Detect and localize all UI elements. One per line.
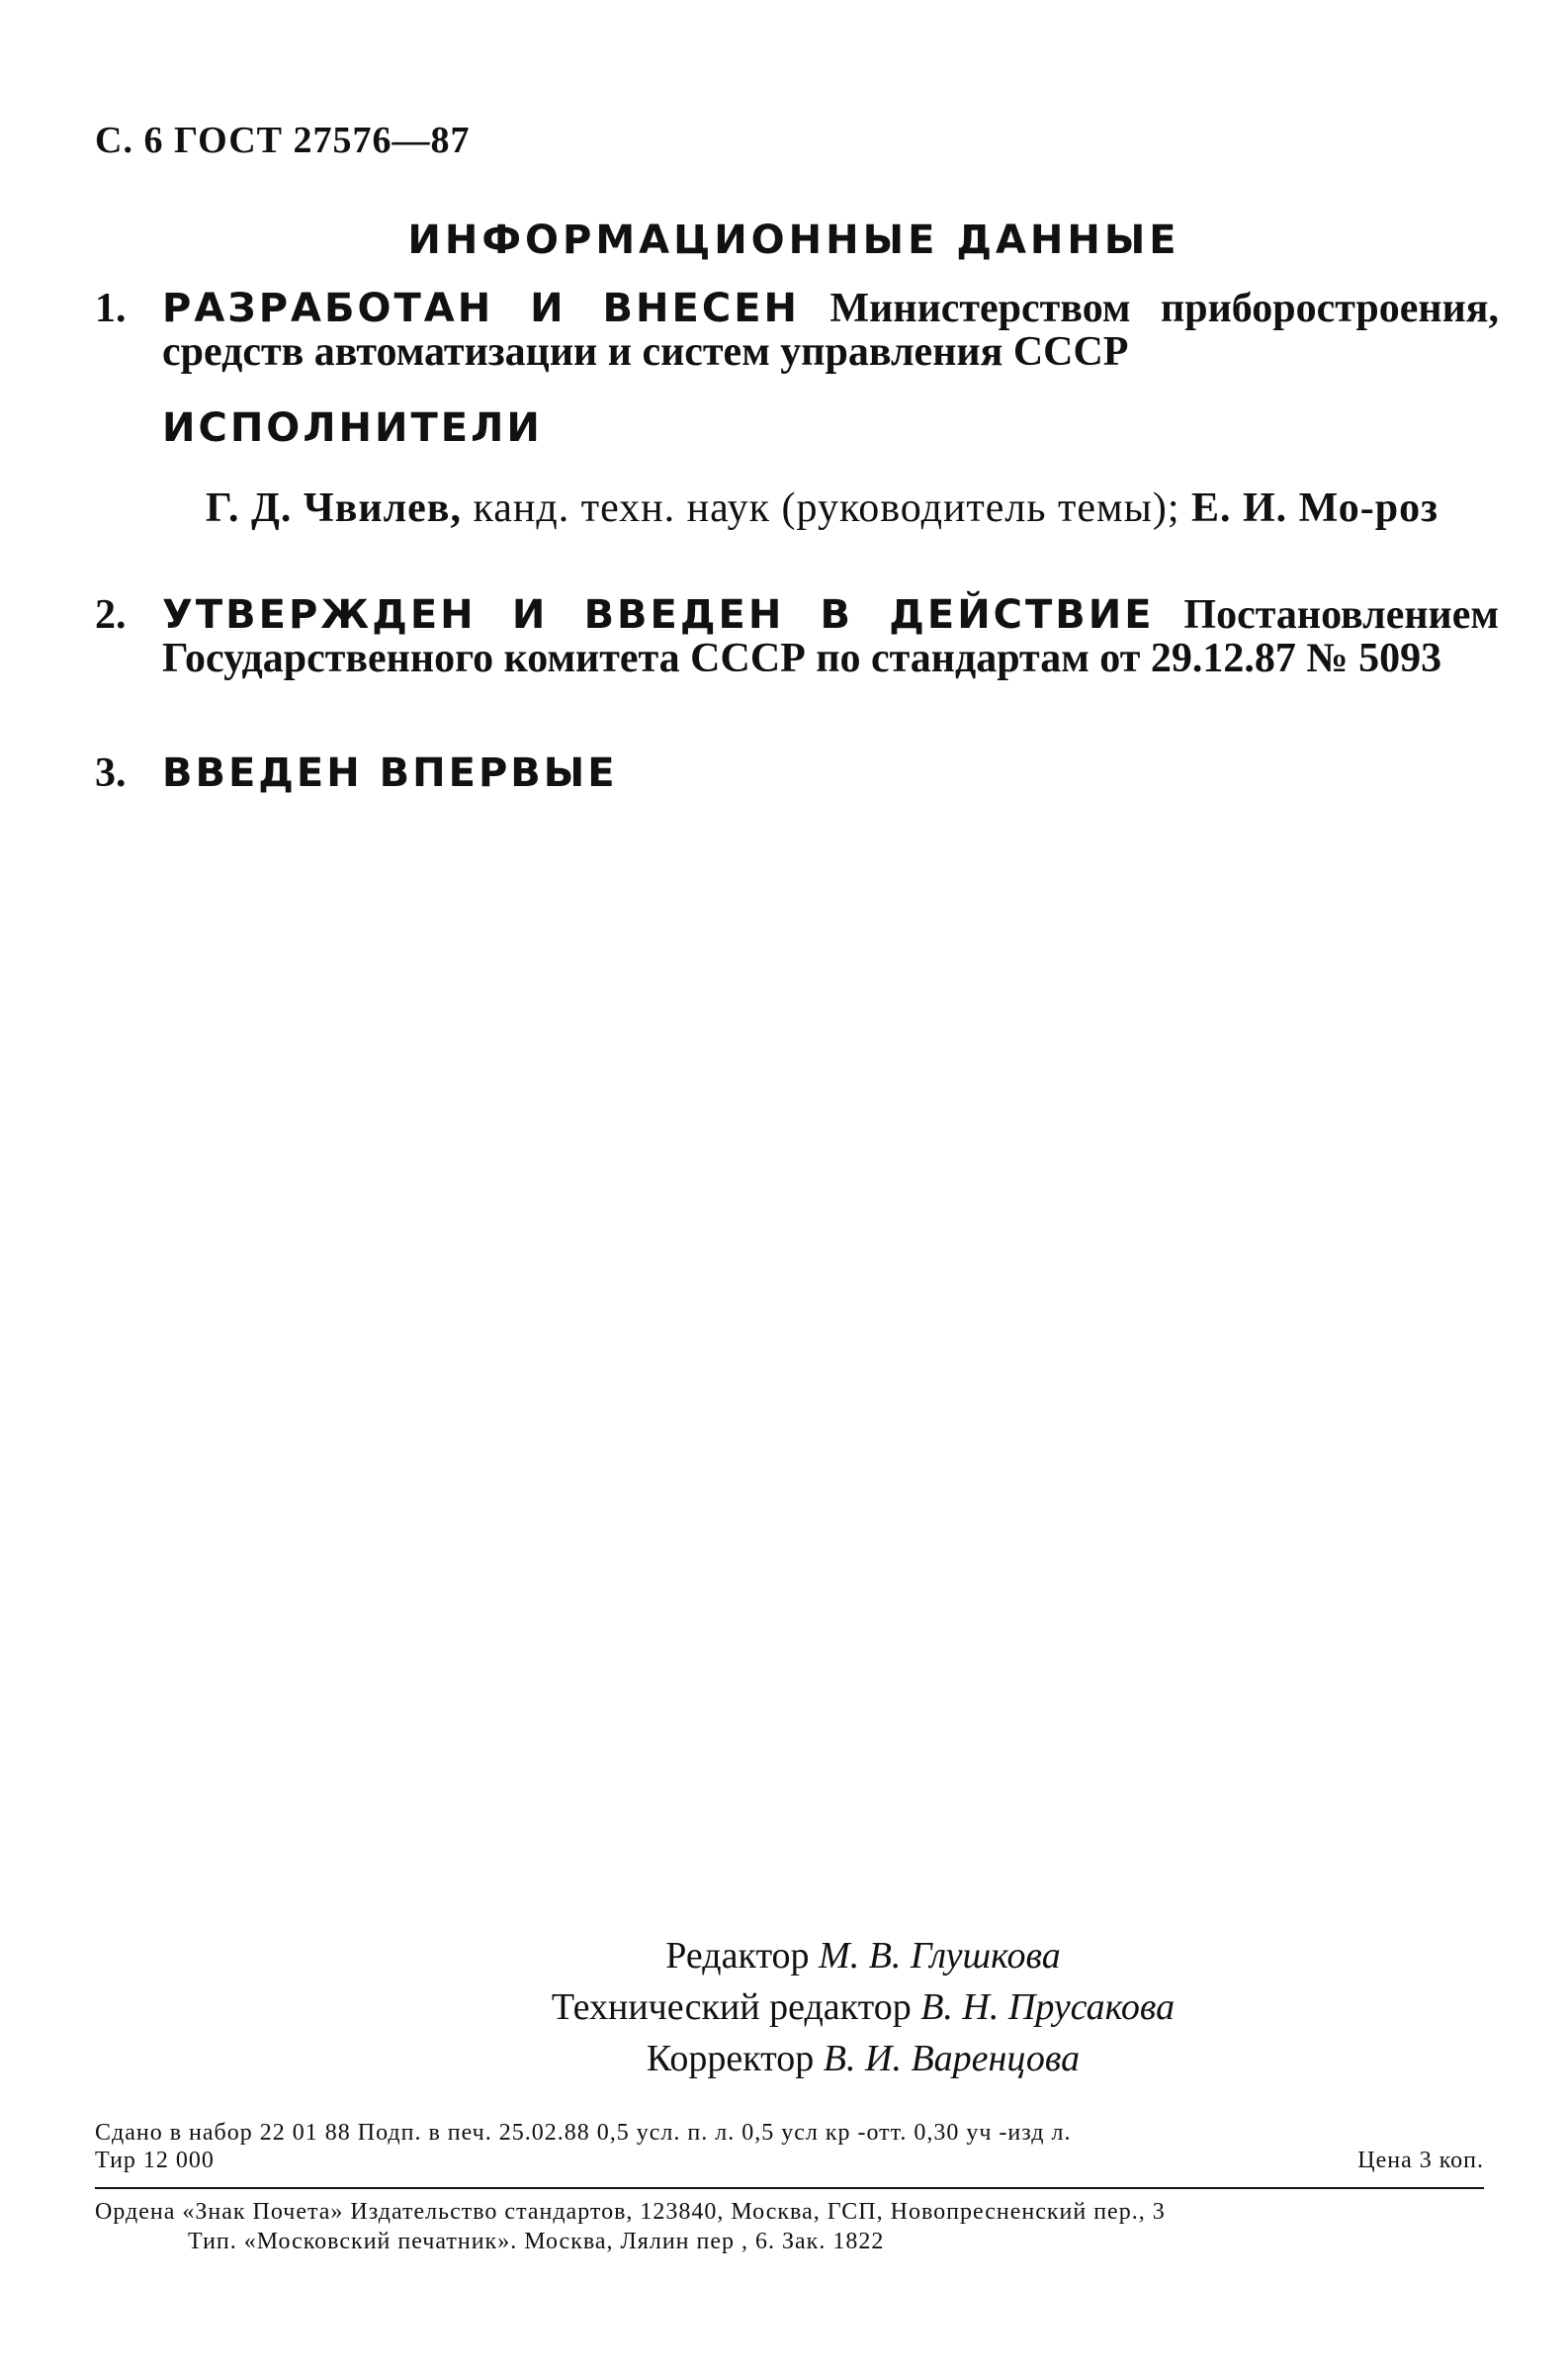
item-body xyxy=(162,287,1499,374)
imprint-print-info: Сдано в набор 22 01 88 Подп. в печ. 25.02.88 0,5 усл. п. л. 0,5 усл кр -отт. 0,30 уч -изд л. xyxy=(95,2120,1072,2146)
item-lead: УТВЕРЖДЕН И ВВЕДЕН В ДЕЙСТВИЕ xyxy=(162,592,1155,638)
performer-1: Г. Д. Чвилев, xyxy=(206,485,462,531)
imprint-divider xyxy=(95,2187,1484,2189)
imprint-price: Цена 3 коп. xyxy=(1357,2148,1484,2173)
imprint-line-1 xyxy=(95,2119,1484,2147)
performers-list xyxy=(206,486,1491,530)
info-item-2 xyxy=(95,593,1499,680)
imprint xyxy=(95,2119,1484,2174)
item-text: Постановлением Государственного комитета СССР по стандартам от 29.12.87 № 5093 xyxy=(162,592,1500,681)
item-body xyxy=(162,751,1499,795)
item-body xyxy=(162,593,1499,680)
publisher-line-2: Тип. «Московский печатник». Москва, Лялин пер , 6. Зак. 1822 xyxy=(188,2229,885,2254)
credit-name: М. В. Глушкова xyxy=(819,1935,1061,1977)
credit-role: Корректор xyxy=(646,2038,815,2079)
imprint-run: Тир 12 000 xyxy=(95,2148,215,2173)
info-item-3 xyxy=(95,751,1499,795)
credit-editor xyxy=(0,1930,1568,1981)
page-title: ИНФОРМАЦИОННЫЕ ДАННЫЕ xyxy=(407,218,1180,263)
credit-role: Редактор xyxy=(665,1935,810,1977)
info-item-1 xyxy=(95,287,1499,374)
item-number: 1. xyxy=(95,286,127,331)
credit-name: В. И. Варенцова xyxy=(823,2038,1081,2079)
credit-tech-editor xyxy=(0,1981,1568,2033)
credit-name: В. Н. Прусакова xyxy=(920,1986,1176,2028)
item-number: 2. xyxy=(95,592,127,638)
imprint-line-2 xyxy=(95,2147,1484,2174)
credit-proofreader xyxy=(0,2033,1568,2084)
performer-1-role: канд. техн. наук (руководитель темы); xyxy=(473,485,1180,531)
performers-heading: ИСПОЛНИТЕЛИ xyxy=(162,405,543,451)
credits xyxy=(0,1930,1568,2084)
publisher-line-1: Ордена «Знак Почета» Издательство стандартов, 123840, Москва, ГСП, Новопресненский пер., 3 xyxy=(95,2199,1166,2225)
item-lead: РАЗРАБОТАН И ВНЕСЕН xyxy=(162,286,800,331)
credit-role: Технический редактор xyxy=(551,1986,912,2028)
page-header: С. 6 ГОСТ 27576—87 xyxy=(95,120,471,161)
publisher-info xyxy=(95,2197,1484,2256)
item-lead: ВВЕДЕН ВПЕРВЫЕ xyxy=(162,750,618,796)
item-number: 3. xyxy=(95,750,127,796)
item-text: Министерством приборостроения, средств автоматизации и систем управления СССР xyxy=(162,286,1500,375)
performer-2: Е. И. Мо-роз xyxy=(1191,485,1438,531)
